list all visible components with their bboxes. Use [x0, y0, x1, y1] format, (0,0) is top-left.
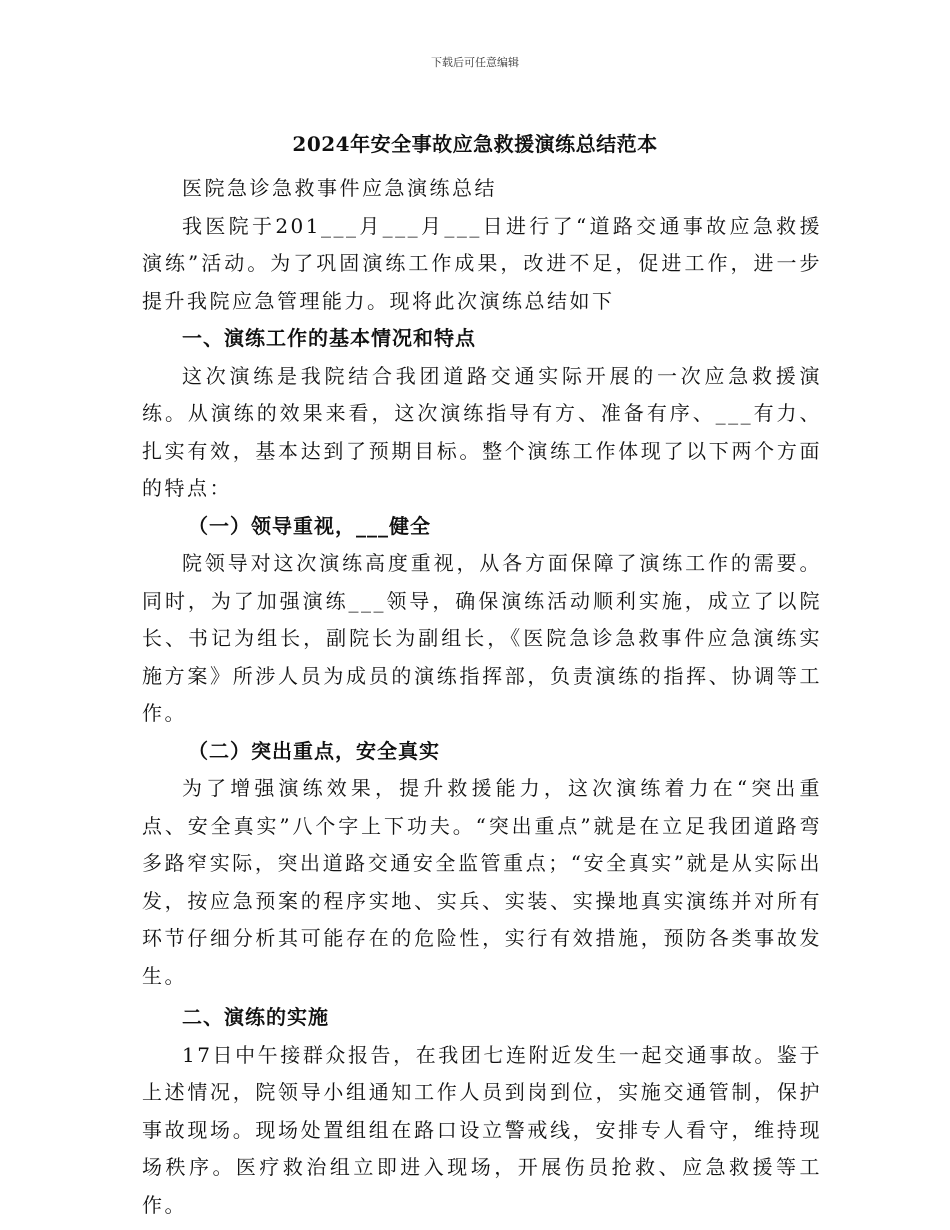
document-body: [142, 170, 822, 1224]
section-2-paragraph: 17日中午接群众报告，在我团七连附近发生一起交通事故。鉴于上述情况，院领导小组通知工作人员到岗到位，实施交通管制，保护事故现场。现场处置组组在路口设立警戒线，安排专人看守，维持现场秩序。医疗救治组立即进入现场，开展伤员抢救、应急救援等工作。: [142, 1042, 822, 1217]
document-title: 2024年安全事故应急救援演练总结范本: [292, 132, 658, 156]
intro-subtitle: 医院急诊急救事件应急演练总结: [182, 176, 497, 200]
section-1-heading: 一、演练工作的基本情况和特点: [182, 326, 476, 350]
section-1-sub-1-paragraph: 院领导对这次演练高度重视，从各方面保障了演练工作的需要。同时，为了加强演练___领导，确保演练活动顺利实施，成立了以院长、书记为组长，副院长为副组长，《医院急诊急救事件应急演练实施方案》所涉人员为成员的演练指挥部，负责演练的指挥、协调等工作。: [142, 551, 822, 725]
intro-paragraph: 我医院于201___月___月___日进行了“道路交通事故应急救援演练”活动。为了巩固演练工作成果，改进不足，促进工作，进一步提升我院应急管理能力。现将此次演练总结如下: [142, 213, 822, 313]
page-header-note: 下载后可任意编辑: [431, 56, 519, 69]
section-1-sub-2-heading: （二）突出重点，安全真实: [188, 738, 440, 763]
section-2-heading: 二、演练的实施: [182, 1005, 329, 1029]
section-1-sub-2-paragraph: 为了增强演练效果，提升救援能力，这次演练着力在“突出重点、安全真实”八个字上下功夫。“突出重点”就是在立足我团道路弯多路窄实际，突出道路交通安全监管重点；“安全真实”就是从实际出发，按应急预案的程序实地、实兵、实装、实操地真实演练并对所有环节仔细分析其可能存在的危险性，实行有效措施，预防各类事故发生。: [142, 776, 822, 988]
section-1-sub-1-heading: （一）领导重视，___健全: [188, 513, 431, 538]
section-1-paragraph: 这次演练是我院结合我团道路交通实际开展的一次应急救援演练。从演练的效果来看，这次演练指导有方、准备有序、___有力、扎实有效，基本达到了预期目标。整个演练工作体现了以下两个方面的特点：: [142, 363, 822, 500]
